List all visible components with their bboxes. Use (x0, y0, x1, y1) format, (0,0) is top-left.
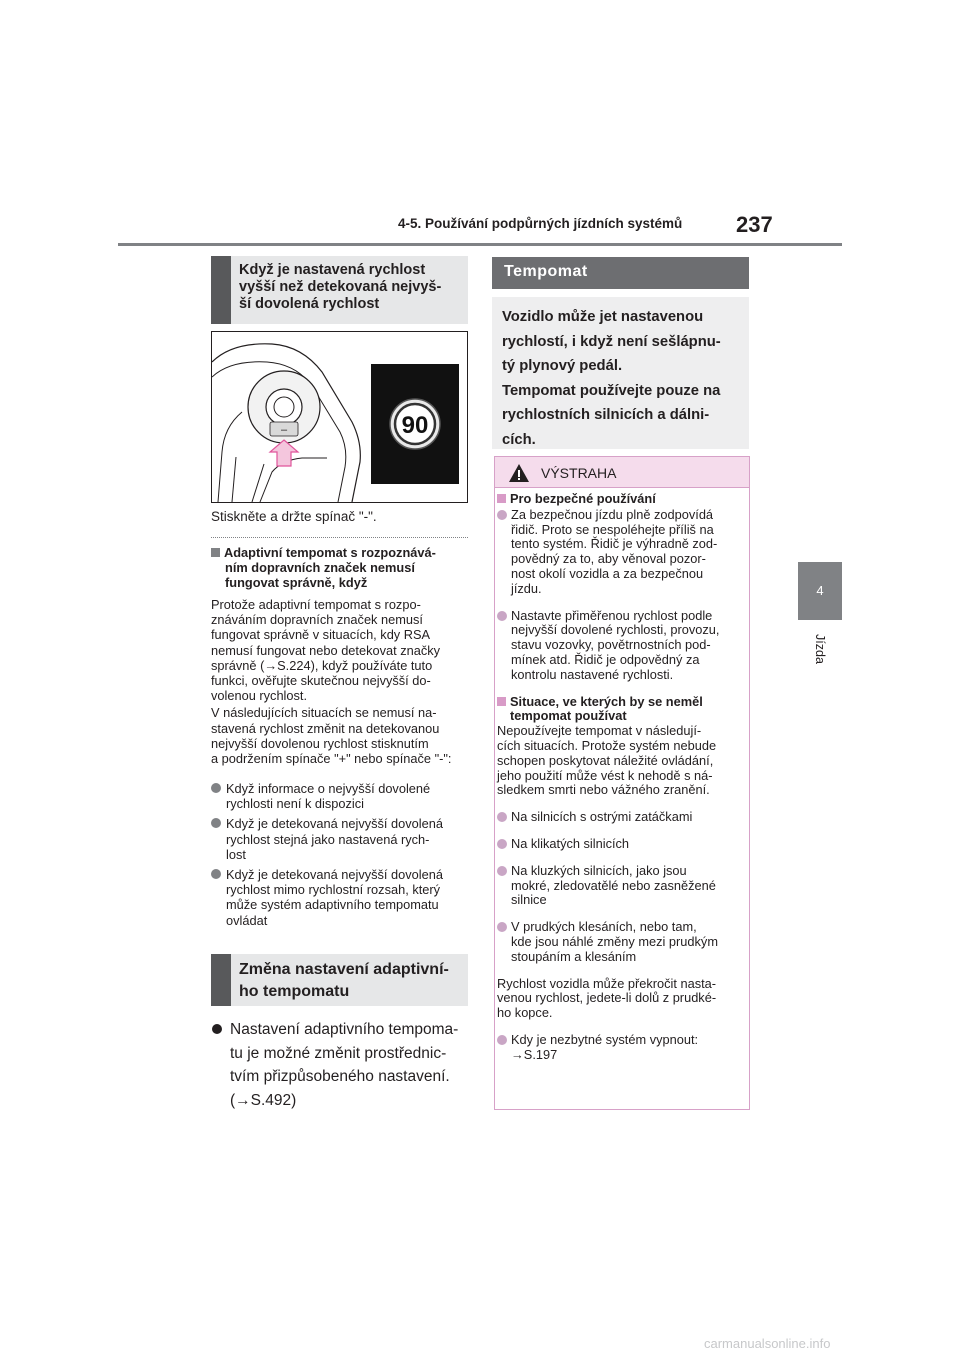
chapter-tab[interactable]: 4 (798, 562, 842, 620)
section-header-change-settings: Změna nastavení adaptivní- ho tempomatu (211, 954, 468, 1006)
square-bullet-icon (497, 697, 506, 706)
minus-switch-label: – (280, 424, 288, 436)
bullet-dot-icon (211, 818, 221, 828)
section-title-line: ší dovolená rychlost (239, 296, 380, 312)
section-header-tempomat: Tempomat (492, 257, 749, 289)
list-item: Když informace o nejvyšší dovolené rychlosti není k dispozici (211, 781, 473, 811)
chapter-label-text: Jízda (813, 634, 827, 664)
bullet-dot-icon (497, 611, 507, 621)
square-bullet-icon (211, 548, 220, 557)
list-item: Když je detekovaná nejvyšší dovolená rychlost stejná jako nastavená rych- lost (211, 816, 473, 862)
illustration-caption: Stiskněte a držte spínač "-". (211, 509, 377, 524)
section-title-line: vyšší než detekovaná nejvyš- (239, 279, 442, 295)
list-item: Když je detekovaná nejvyšší dovolená rychlost mimo rychlostní rozsah, který může systém adaptivního tempomatu ovládat (211, 867, 473, 928)
list-item: Kdy je nezbytné systém vypnout: →S.197 (497, 1033, 747, 1063)
bullet-dot-icon (212, 1024, 222, 1034)
watermark: carmanualsonline.info (704, 1336, 831, 1351)
bullet-dot-icon (497, 866, 507, 876)
paragraph-rsa: Protože adaptivní tempomat s rozpo- znáváním dopravních značek nemusí fungovat správně v situacích, kdy RSA nemusí fungovat nebo detekovat značky správně (→S.224), když používáte tuto funkci, ověřujte skutečnou nejvyšší do- volenou rychlost. V následujících situacích se nemusí na- stavená rychlost změnit na detekovanou nejvyšší dovolenou rychlost stisknutím a podržením spínače "+" nebo spínače "-": (211, 597, 452, 767)
section-header-speed-higher (211, 256, 468, 324)
page-reference-link[interactable]: →S.197 (511, 1046, 558, 1062)
page-reference-link[interactable]: (→S.492) (230, 1091, 297, 1109)
steering-switch-illustration (211, 331, 468, 503)
section-title-line: Když je nastavená rychlost (239, 262, 426, 278)
list-item: Na kluzkých silnicích, jako jsou mokré, zledovatělé nebo zasněžené silnice (497, 864, 747, 908)
square-bullet-icon (497, 494, 506, 503)
steering-wheel-drawing (212, 332, 467, 502)
chapter-tab-label (798, 628, 842, 688)
list-item: Za bezpečnou jízdu plně zodpovídá řidič. Proto se nespoléhejte příliš na tento systém. Řidič je výhradně zod- povědný za to, aby věnoval pozor- nost okolí vozidla a za bezpečnou jízdu. (497, 508, 747, 597)
bullet-dot-icon (497, 922, 507, 932)
divider (211, 537, 468, 538)
bullet-dot-icon (211, 783, 221, 793)
warning-content: Pro bezpečné používání Za bezpečnou jízdu plně zodpovídá řidič. Proto se nespoléhejte příliš na tento systém. Řidič je výhradně zod- povědný za to, aby věnoval pozor- nost okolí vozidla a za bezpečnou jízdu. Nastavte přiměřenou rychlost podle nejvyšší dovolené rychlosti, provozu, stavu vozovky, povětrnostních pod- mínek atd. Řidič je odpovědný za kontrolu nastavené rychlosti. Situace, ve kterých by se neměl tempomat používat Nepoužívejte tempomat v následují- cích situacích. Protože systém nebude schopen poskytovat náležité ovládání, jeho použití může vést k nehodě s ná- sledkem smrti nebo vážného zranění. Na silnicích s ostrými zatáčkami Na klikatých silnicích Na kluzkých silnicích, jako jsou mokré, zledovatělé nebo zasněžené silnice V prudkých klesáních, nebo tam, kde jsou náhlé změny mezi prudkým stoupáním a klesáním Rychlost vozidla může překročit nasta- venou rychlost, jedete-li dolů z prudké- ho kopce. Kdy je nezbytné systém vypnout: →S.197 (497, 492, 747, 1063)
list-item: Na klikatých silnicích (497, 837, 747, 852)
tempomat-intro-box: Vozidlo může jet nastavenou rychlostí, i když není sešlápnu- tý plynový pedál. Tempomat používejte pouze na rychlostních silnicích a dálni- cích. (492, 297, 749, 449)
warning-title: VÝSTRAHA (541, 465, 617, 481)
warning-triangle-icon (508, 463, 530, 483)
bullet-dot-icon (497, 839, 507, 849)
warning-header (494, 456, 750, 488)
list-item: Na silnicích s ostrými zatáčkami (497, 810, 747, 825)
speed-sign-value: 90 (401, 412, 429, 439)
press-arrow-icon (270, 440, 298, 466)
bullet-dot-icon (497, 1035, 507, 1045)
page-number: 237 (736, 212, 773, 237)
customize-bullet: Nastavení adaptivního tempoma- tu je možné změnit prostřednic- tvím přizpůsobeného nastavení. (→S.492) (211, 1018, 475, 1112)
bullet-dot-icon (497, 812, 507, 822)
bullet-dot-icon (497, 510, 507, 520)
header-rule (118, 243, 842, 246)
bullet-dot-icon (211, 869, 221, 879)
list-item: V prudkých klesáních, nebo tam, kde jsou náhlé změny mezi prudkým stoupáním a klesáním (497, 920, 747, 964)
list-item: Nastavte přiměřenou rychlost podle nejvyšší dovolené rychlosti, provozu, stavu vozovky, povětrnostních pod- mínek atd. Řidič je odpovědný za kontrolu nastavené rychlosti. (497, 609, 747, 683)
running-header: 4-5. Používání podpůrných jízdních systémů (398, 216, 683, 231)
bullet-list-situations (211, 781, 473, 928)
subhead-rsa: Adaptivní tempomat s rozpoznává- ním dopravních značek nemusí fungovat správně, když (211, 546, 471, 590)
